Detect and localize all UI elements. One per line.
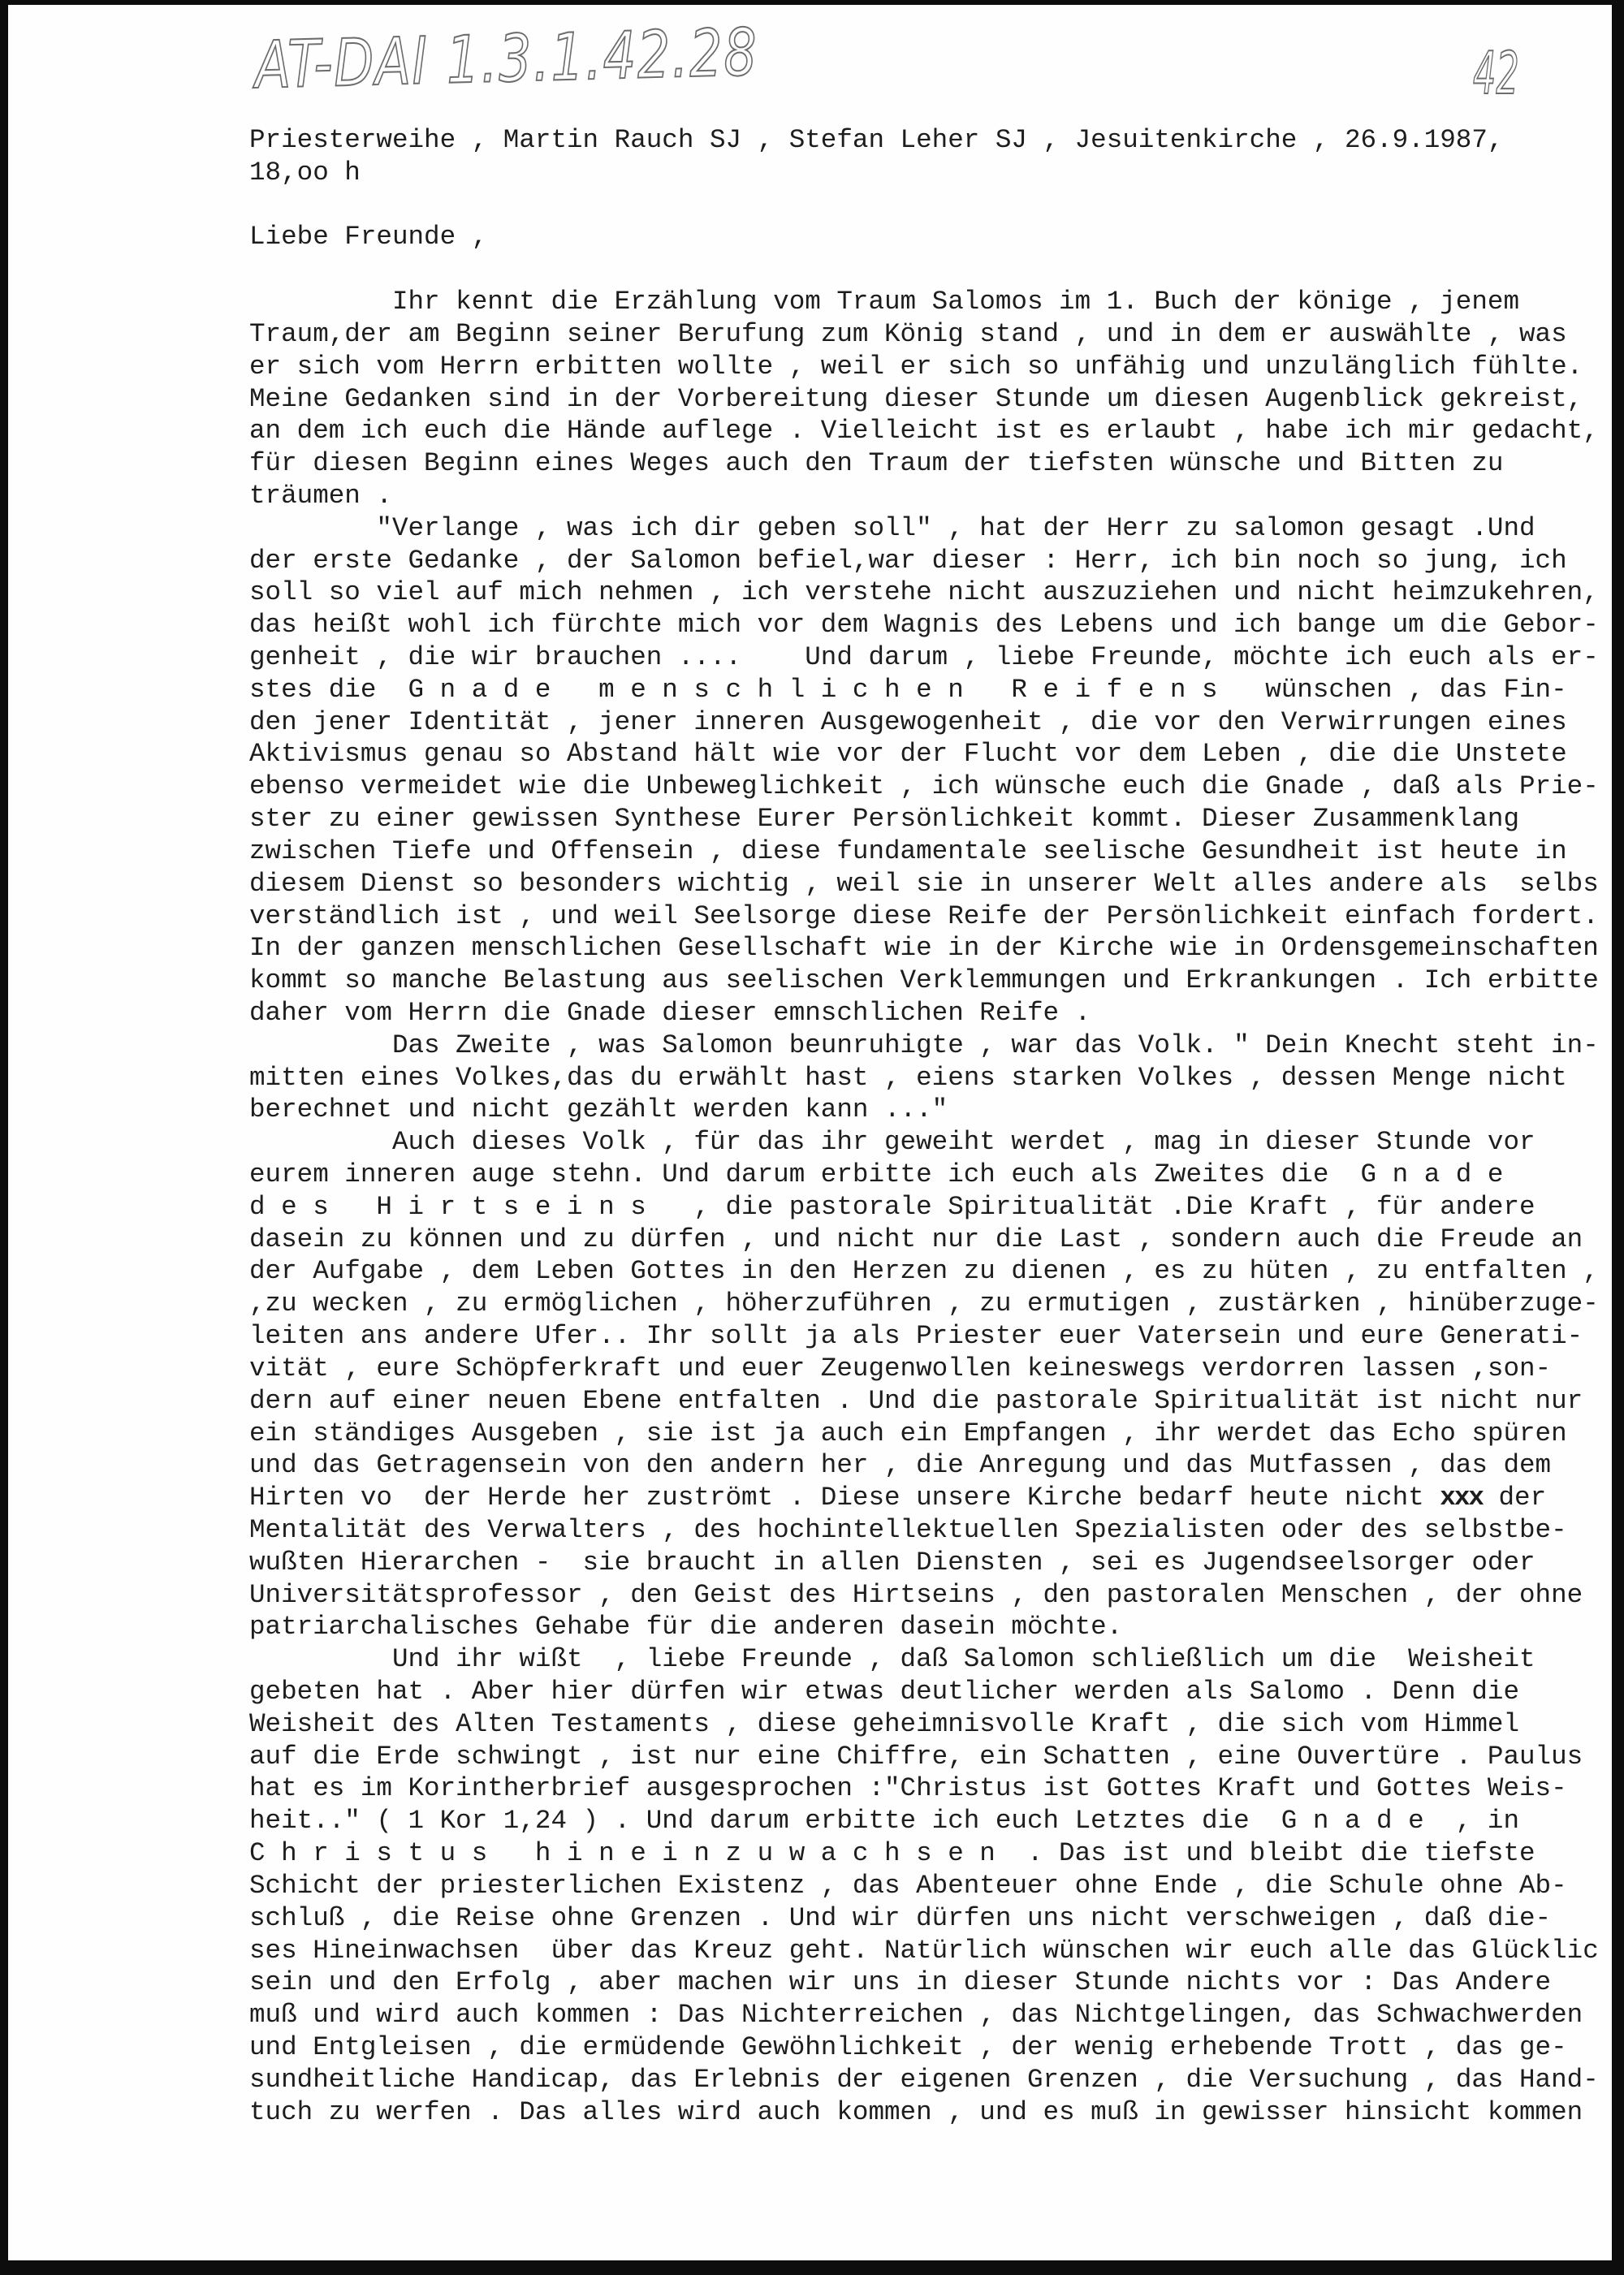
text-line: eurem inneren auge stehn. Und darum erbitte ich euch als Zweites die G n a d e (249, 1159, 1504, 1189)
page-number-handwritten: 42 (1473, 39, 1519, 107)
archive-reference-handwritten: AT-DAI 1.3.1.42.28 (253, 14, 759, 103)
text-line: genheit , die wir brauchen .... Und darum , liebe Freunde, möchte ich euch als er- (249, 642, 1599, 672)
text-line: d e s H i r t s e i n s , die pastorale Spiritualität .Die Kraft , für andere (249, 1191, 1535, 1222)
text-line: berechnet und nicht gezählt werden kann ..." (249, 1094, 948, 1125)
text-line: schluß , die Reise ohne Grenzen . Und wir dürfen uns nicht verschweigen , daß die- (249, 1902, 1552, 1933)
text-line: der Aufgabe , dem Leben Gottes in den Herzen zu dienen , es zu hüten , zu entfalten , (249, 1256, 1599, 1287)
text-segment: der (1482, 1483, 1547, 1513)
text-line (249, 1482, 1609, 1514)
text-line: diesem Dienst so besonders wichtig , weil sie in unserer Welt alles andere als selbs (249, 868, 1599, 899)
text-line: mitten eines Volkes,das du erwählt hast , eiens starken Volkes , dessen Menge nicht (249, 1062, 1567, 1093)
text-line: C h r i s t u s h i n e i n z u w a c h s e n . Das ist und bleibt die tiefste (249, 1838, 1535, 1869)
document-heading: Priesterweihe , Martin Rauch SJ , Stefan Leher SJ , Jesuitenkirche , 26.9.1987, (249, 125, 1504, 155)
text-line: heit.." ( 1 Kor 1,24 ) . Und darum erbitte ich euch Letztes die G n a d e , in (249, 1806, 1520, 1837)
text-line: sundheitliche Handicap, das Erlebnis der eigenen Grenzen , die Versuchung , das Hand- (249, 2064, 1599, 2095)
text-line: sein und den Erfolg , aber machen wir uns in dieser Stunde nichts vor : Das Andere (249, 1967, 1552, 1998)
text-line: den jener Identität , jener inneren Ausgewogenheit , die vor den Verwirrungen eines (249, 706, 1567, 737)
text-line: ses Hineinwachsen über das Kreuz geht. Natürlich wünschen wir euch alle das Glücklic (249, 1935, 1599, 1966)
text-line: Ihr kennt die Erzählung vom Traum Salomos im 1. Buch der könige , jenem (391, 287, 1519, 317)
text-line: für diesen Beginn eines Weges auch den Traum der tiefsten wünsche und Bitten zu (249, 448, 1504, 479)
text-line: kommt so manche Belastung aus seelischen Verklemmungen und Erkrankungen . Ich erbitte (249, 965, 1599, 996)
text-line: leiten ans andere Ufer.. Ihr sollt ja als Priester euer Vatersein und eure Generati- (249, 1321, 1583, 1352)
text-line: träumen . (249, 480, 392, 511)
text-line: Und ihr wißt , liebe Freunde , daß Salomon schließlich um die Weisheit (391, 1644, 1535, 1675)
paragraph (249, 286, 1609, 512)
text-line: daher vom Herrn die Gnade dieser emnschlichen Reife . (249, 997, 1091, 1028)
text-line: ,zu wecken , zu ermöglichen , höherzuführen , zu ermutigen , zustärken , hinüberzuge- (249, 1289, 1599, 1319)
text-line: tuch zu werfen . Das alles wird auch kommen , und es muß in gewisser hinsicht kommen (249, 2096, 1583, 2127)
document-time: 18,oo h (249, 157, 361, 188)
text-line: muß und wird auch kommen : Das Nichterreichen , das Nichtgelingen, das Schwachwerden (249, 2000, 1583, 2031)
text-line: er sich vom Herrn erbitten wollte , weil er sich so unfähig und unzulänglich fühlte. (249, 351, 1583, 382)
paragraph (249, 512, 1609, 1030)
paragraph (249, 1643, 1609, 2128)
text-line: Weisheit des Alten Testaments , diese geheimnisvolle Kraft , die sich vom Himmel (249, 1708, 1520, 1739)
text-line: Schicht der priesterlichen Existenz , das Abenteuer ohne Ende , die Schule ohne Ab- (249, 1870, 1567, 1901)
text-line: und das Getragensein von den andern her , die Anregung und das Mutfassen , das dem (249, 1450, 1552, 1481)
text-line: ster zu einer gewissen Synthese Eurer Persönlichkeit kommt. Dieser Zusammenklang (249, 804, 1520, 835)
text-line: hat es im Korintherbrief ausgesprochen :"Christus ist Gottes Kraft und Gottes Weis- (249, 1773, 1567, 1804)
text-line: an dem ich euch die Hände auflege . Vielleicht ist es erlaubt , habe ich mir gedacht, (249, 416, 1599, 447)
text-line: "Verlange , was ich dir geben soll" , hat der Herr zu salomon gesagt .Und (376, 512, 1535, 543)
typescript-body (249, 124, 1609, 2128)
text-line: In der ganzen menschlichen Gesellschaft wie in der Kirche wie in Ordensgemeinschaften (249, 933, 1599, 964)
text-line: verständlich ist , und weil Seelsorge diese Reife der Persönlichkeit einfach fordert. (249, 900, 1599, 931)
text-line: ebenso vermeidet wie die Unbeweglichkeit , ich wünsche euch die Gnade , daß als Prie- (249, 771, 1599, 802)
text-line: der erste Gedanke , der Salomon befiel,war dieser : Herr, ich bin noch so jung, ich (249, 545, 1567, 576)
paragraph (249, 1126, 1609, 1643)
text-line: dasein zu können und zu dürfen , und nicht nur die Last , sondern auch die Freude an (249, 1224, 1583, 1254)
text-line: das heißt wohl ich fürchte mich vor dem Wagnis des Lebens und ich bange um die Gebor- (249, 610, 1599, 641)
text-line: Das Zweite , was Salomon beunruhigte , war das Volk. " Dein Knecht steht in- (391, 1030, 1599, 1060)
salutation: Liebe Freunde , (249, 222, 488, 253)
text-line: Meine Gedanken sind in der Vorbereitung dieser Stunde um diesen Augenblick gekreist, (249, 383, 1583, 414)
overtyped-correction: xxx (1440, 1483, 1483, 1513)
line-spacer (249, 253, 1609, 286)
text-line: Traum,der am Beginn seiner Berufung zum König stand , und in dem er auswählte , was (249, 318, 1567, 349)
text-line: auf die Erde schwingt , ist nur eine Chiffre, ein Schatten , eine Ouvertüre . Paulus (249, 1741, 1583, 1772)
text-segment: Hirten vo der Herde her zuströmt . Diese unsere Kirche bedarf heute nicht (249, 1483, 1440, 1513)
line-spacer (249, 189, 1609, 222)
text-line: dern auf einer neuen Ebene entfalten . Und die pastorale Spiritualität ist nicht nur (249, 1385, 1583, 1416)
text-line: Auch dieses Volk , für das ihr geweiht werdet , mag in dieser Stunde vor (391, 1127, 1535, 1158)
text-line: vität , eure Schöpferkraft und euer Zeugenwollen keineswegs verdorren lassen ,son- (249, 1353, 1552, 1384)
text-line: ein ständiges Ausgeben , sie ist ja auch ein Empfangen , ihr werdet das Echo spüren (249, 1418, 1567, 1448)
text-line: stes die G n a d e m e n s c h l i c h e n R e i f e n s wünschen , das Fin- (249, 674, 1567, 705)
text-line: Mentalität des Verwalters , des hochintellektuellen Spezialisten oder des selbstbe- (249, 1514, 1567, 1545)
text-line: zwischen Tiefe und Offensein , diese fundamentale seelische Gesundheit ist heute in (249, 835, 1567, 866)
paragraph (249, 1030, 1609, 1126)
text-line: Aktivismus genau so Abstand hält wie vor der Flucht vor dem Leben , die die Unstete (249, 739, 1567, 770)
text-line: gebeten hat . Aber hier dürfen wir etwas deutlicher werden als Salomo . Denn die (249, 1677, 1520, 1707)
text-line: wußten Hierarchen - sie braucht in allen Diensten , sei es Jugendseelsorger oder (249, 1547, 1535, 1578)
text-line: patriarchalisches Gehabe für die anderen dasein möchte. (249, 1612, 1123, 1643)
text-line: Universitätsprofessor , den Geist des Hirtseins , den pastoralen Menschen , der ohne (249, 1579, 1583, 1610)
text-line: soll so viel auf mich nehmen , ich verstehe nicht auszuziehen und nicht heimzukehren, (249, 577, 1599, 608)
text-line: und Entgleisen , die ermüdende Gewöhnlichkeit , der wenig erhebende Trott , das ge- (249, 2031, 1567, 2062)
